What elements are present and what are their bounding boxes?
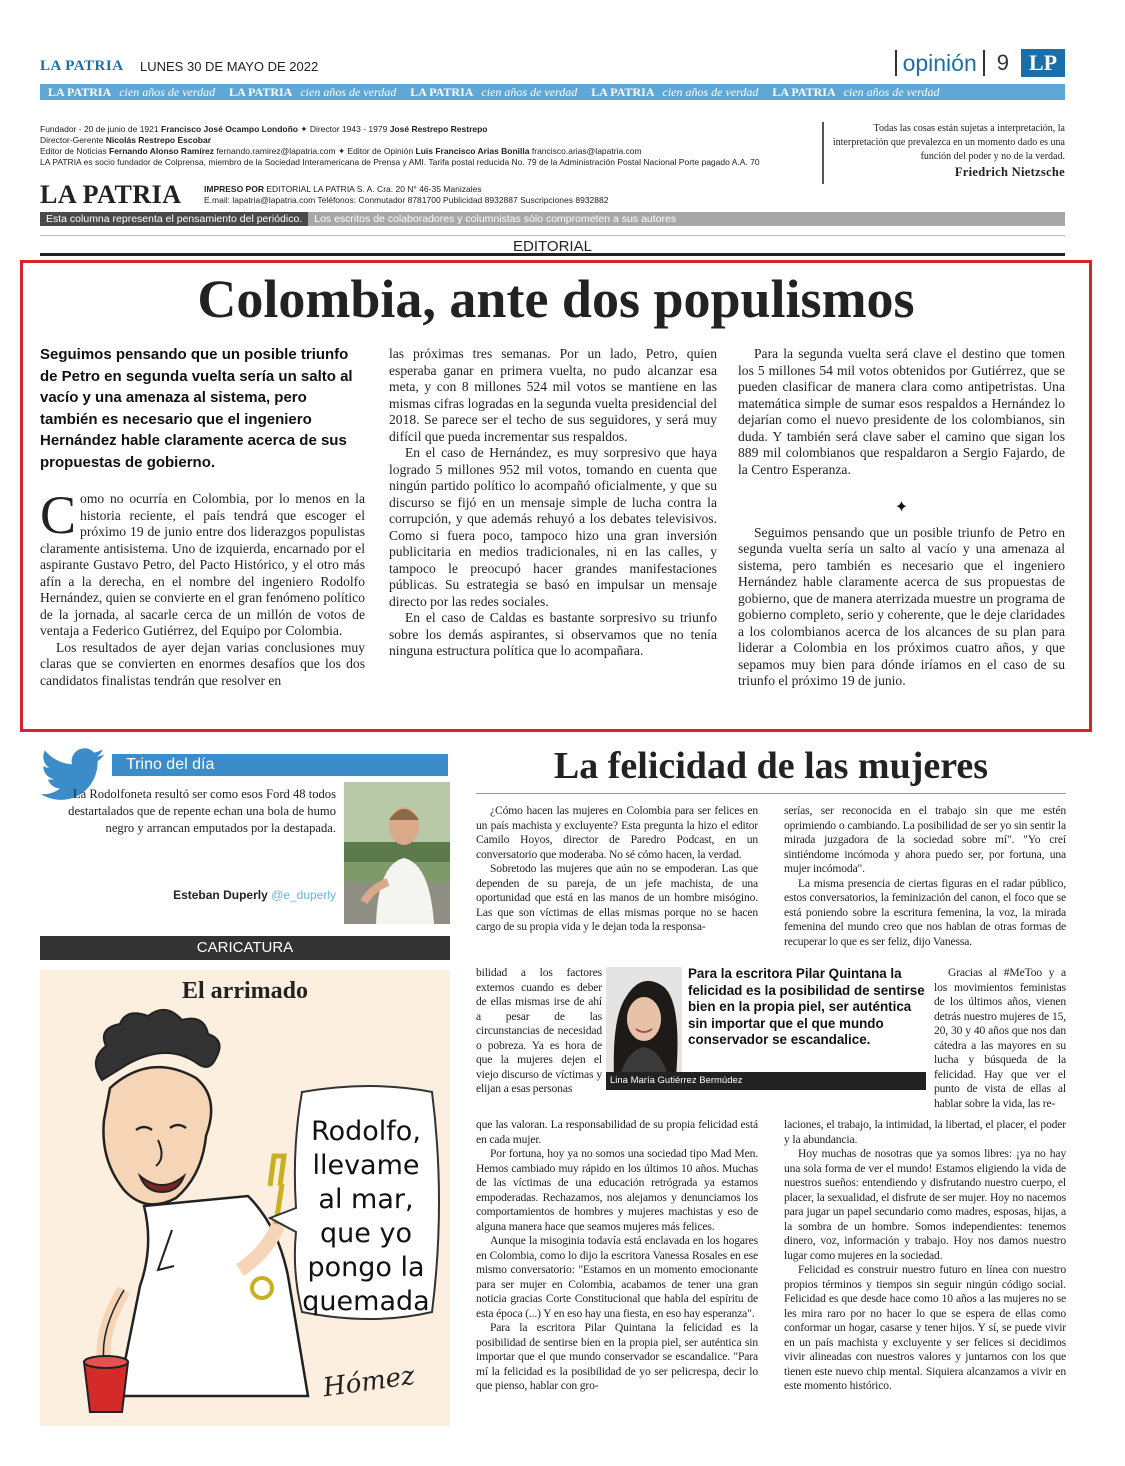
band-brand: LA PATRIA <box>410 85 474 99</box>
tweet-text: La Rodolfoneta resultó ser como esos Ford 48 todos destartalados que de repente echan una bola de humo negro y arrancan emputados por la destapada. <box>68 787 336 835</box>
article-paragraph: laciones, el trabajo, la intimidad, la libertad, el placer, el poder y la abundancia. <box>784 1118 1066 1146</box>
drop-cap: C <box>40 485 77 545</box>
publication-date: LUNES 30 DE MAYO DE 2022 <box>140 59 319 74</box>
band-slogan: cien años de verdad <box>119 85 216 99</box>
article-paragraph: ¿Cómo hacen las mujeres en Colombia para ser felices en un país machista y excluyente? Esta pregunta la hizo el editor Camilo Hoyos, director de Paredro Podcast, en un conversatorio que moderaba. No sé cómo hacen, la verdad. <box>476 804 758 861</box>
section-name: opinión <box>895 50 985 76</box>
band-slogan: cien años de verdad <box>300 85 397 99</box>
article-column-1-bottom <box>476 1118 758 1430</box>
tweet-label: Trino del día <box>112 754 448 776</box>
article-headline: La felicidad de las mujeres <box>553 745 989 787</box>
masthead-credits <box>40 124 800 168</box>
speech-line: quemada <box>302 1286 430 1317</box>
cartoon-section-label: CARICATURA <box>40 936 450 960</box>
disclaimer-bar <box>40 212 1065 226</box>
disclaimer-editorial: Esta columna representa el pensamiento del periódico. <box>40 212 308 226</box>
band-slogan: cien años de verdad <box>662 85 759 99</box>
article-column-2-bottom <box>784 1118 1066 1430</box>
article-paragraph: serías, ser reconocida en el trabajo sin que me estén oprimiendo o cambiando. La posibilidad de ser yo sin sentir la mirada juzgadora de la sociedad sobre mí". "Yo creí sintiéndome incómoda y ahora puedo ser, por fortuna, una mujer incómoda". <box>784 804 1066 875</box>
quote-text: Todas las cosas están sujetas a interpretación, la interpretación que prevalezca en un momento dado es una función del poder y no de la verdad. <box>832 123 1065 162</box>
page-number: 9 <box>996 50 1009 75</box>
article-column-1-wrap <box>476 966 602 1116</box>
article-paragraph: bilidad a los factores externos cuando es deber de ellas mismas irse de ahí a pesar de las circunstancias de necesidad o pobreza. Ya es hora de que la mujeres dejen el viejo discurso de víctimas y elijan a esas personas <box>476 966 602 1095</box>
article-paragraph: que las valoran. La responsabilidad de su propia felicidad está en cada mujer. <box>476 1118 758 1146</box>
credits-line-1: Fundador - 20 de junio de 1921 Francisco José Ocampo Londoño ✦ Director 1943 - 1979 José Restrepo Restrepo <box>40 124 488 134</box>
article-column-2-wrap <box>934 966 1066 1116</box>
credits-line-2: Director-Gerente Nicolás Restrepo Escobar <box>40 135 212 145</box>
editorial-paragraph: Seguimos pensando que un posible triunfo de Petro en segunda vuelta sería un salto al vacío y una amenaza al sistema, pero también es necesario que el ingeniero Hernández hable claramente acerca de sus propuestas de gobierno, que de manera aterrizada muestre un programa de gobierno completo, serio y coherente, que le deje claridades a los colombianos acerca de los alcances de su plan para liderar a Colombia en los próximos cuatro años, y que sepamos muy bien para dónde iríamos en el caso de su triunfo el próximo 19 de junio. <box>738 524 1065 688</box>
speech-line: llevame <box>312 1150 420 1181</box>
cartoon-panel <box>40 970 450 1426</box>
credits-line-3: Editor de Noticias Fernando Alonso Ramírez fernando.ramirez@lapatria.com ✦ Editor de Opinión Luis Francisco Arias Bonilla francisco.arias@lapatria.com <box>40 146 642 156</box>
tweet-author-photo <box>344 782 450 924</box>
star-separator-icon: ✦ <box>894 499 909 516</box>
quote-author: Friedrich Nietzsche <box>954 165 1065 179</box>
editorial-paragraph: Como no ocurría en Colombia, por lo menos en la historia reciente, el país tendrá que escoger el próximo 19 de junio entre dos liderazgos populistas claramente antisistema. Uno de izquierda, encarnado por el aspirante Gustavo Petro, del Pacto Histórico, y el otro más afín a la derecha, en el nombre del ingeniero Rodolfo Hernández, quien se convierte en el gran fenómeno político de la jornada, al sacarle cerca de un millón de votos de ventaja a Federico Gutiérrez, del Equipo por Colombia. <box>40 485 365 638</box>
band-slogan: cien años de verdad <box>481 85 578 99</box>
editorial-paragraph: las próximas tres semanas. Por un lado, Petro, quien esperaba ganar en primera vuelta, no pudo alcanzar esa meta, y con 8 millones 524 mil votos se mantiene en las mismas cifras logradas en la segunda vuelta presidencial del 2018. Se parece ser el techo de sus seguidores, y será muy difícil que pueda incrementar sus respaldos. <box>389 346 717 444</box>
pull-quote: Para la escritora Pilar Quintana la felicidad es la posibilidad de sentirse bien en la propia piel, ser auténtica sin importar que el que mundo conservador se escandalice. <box>688 966 925 1047</box>
editorial-headline: Colombia, ante dos populismos <box>197 269 915 329</box>
lp-logo: LP <box>1021 49 1065 77</box>
brand-name: LA PATRIA <box>40 58 124 74</box>
editorial-paragraph: Los resultados de ayer dejan varias conclusiones muy claras que se convierten en enormes desafíos que los dos candidatos finalistas tendrán que resolver en <box>40 639 365 688</box>
article-paragraph: Sobretodo las mujeres que aún no se empoderan. Las que dependen de su pareja, de un jefe machista, de una oportunidad que está en las manos de un hombre misógino. Las que son víctimas de ellas mismas porque no se hacen cargo de su propia vida y le dejan toda la responsa- <box>476 862 758 933</box>
article-paragraph: Hoy muchas de nosotras que ya somos libres: ¡ya no hay una sola forma de ver el mundo! Estamos eligiendo la vida de nuestros sueños: entendiendo y disfrutando nuestro cuerpo, el placer, la sexualidad, el disfrute de ser mujer. Hoy no nacemos para jugar un papel secundario como madres, esposas, hijas, a la sombra de un hombre. Somos independientes: tenemos dinero, voz, información y trabajo. Hoy nos damos nuestro lugar como mujeres en la sociedad. <box>784 1147 1066 1262</box>
article-paragraph: La misma presencia de ciertas figuras en el radar público, estos conversatorios, la feminización del canon, el foco que se está poniendo sobre la escritura femenina, la voz, la mirada femenina del mundo creo que nos hablan de otras formas de recuperar lo que es ser feliz, dijo Vanessa. <box>784 876 1066 948</box>
cartoonist-signature: Hómez <box>321 1360 417 1404</box>
editorial-section-label: EDITORIAL <box>40 238 1065 256</box>
headline-divider <box>476 793 1066 794</box>
editorial-column-2 <box>389 346 717 730</box>
cartoon-drawing <box>40 970 450 1426</box>
article-paragraph: Por fortuna, hoy ya no somos una sociedad tipo Mad Men. Hemos cambiado muy rápido en los últimos 10 años. Muchas de las víctimas de una educación retrógrada ya estamos empoderadas. Rechazamos, nos alejamos y denunciamos los comportamientos de hombres y mujeres machistas y eso de alguna manera hace que seamos mujeres más felices. <box>476 1147 758 1233</box>
author-photo <box>606 967 682 1077</box>
band-brand: LA PATRIA <box>48 85 112 99</box>
quote-of-day <box>822 122 1065 184</box>
newspaper-logo: LA PATRIA <box>40 180 182 209</box>
speech-line: Rodolfo, <box>311 1116 421 1147</box>
editorial-column-3 <box>738 346 1065 730</box>
band-brand: LA PATRIA <box>772 85 836 99</box>
section-indicator <box>895 48 1065 78</box>
band-brand: LA PATRIA <box>229 85 293 99</box>
article-paragraph: Gracias al #MeToo y a los movimientos feministas de los últimos años, vienen detrás nuestro mujeres de 15, 20, 30 y 40 años que nos dan cátedra a las mayores en su lucha y búsqueda de la felicidad. Hay que ver el punto de vista de ellas al hablar sobre la vida, las re- <box>934 966 1066 1110</box>
slogan-band <box>40 84 1065 100</box>
editorial-column-1 <box>40 344 365 730</box>
article-column-2-top <box>784 804 1066 964</box>
editorial-paragraph: En el caso de Hernández, es muy sorpresivo que haya logrado 5 millones 952 mil votos, tomando en cuenta que ningún partido político lo acompañó oficialmente, y que su discurso se fijó en un mensaje simple de lucha contra la corrupción, y que además rehuyó a los debates televisivos. Como si fuera poco, tampoco hizo una gran inversión publicitaria en medios tradicionales, ni en las calles, y tampoco le preocupó hacer grandes manifestaciones públicas. Su estrategia se basó en impulsar un mensaje directo por las redes sociales. <box>389 445 717 609</box>
credits-line-4: LA PATRIA es socio fundador de Colprensa, miembro de la Sociedad Interamericana de Prensa y AMI. Tarifa postal reducida No. 79 de la Administración Postal Nacional Porte pagado A.A. 70 <box>40 157 760 167</box>
speech-line: que yo <box>320 1218 412 1249</box>
band-brand: LA PATRIA <box>591 85 655 99</box>
cartoon-title: El arrimado <box>182 978 308 1004</box>
article-paragraph: Aunque la misoginia todavía está enclavada en los hogares en Colombia, como lo dijo la escritora Vanessa Rosales en ese mismo conversatorio: "Estamos en un momento emocionante para ser mujer en Colombia, acabamos de tener una gran noticia gracias Corte Constitucional que habla del espíritu de esta época (...) Y en eso hay una fiesta, en eso hay esperanza". <box>476 1234 758 1320</box>
imprint-info: IMPRESO POR EDITORIAL LA PATRIA S. A. Cra. 20 N° 46-35 Manizales E.mail: lapatria@lapatria.com Teléfonos: Conmutador 8781700 Publicidad 8932887 Suscripciones 8932882 <box>204 184 609 205</box>
tweet-author-name: Esteban Duperly <box>173 888 268 902</box>
tweet-author <box>40 888 336 902</box>
author-byline: Lina María Gutiérrez Bermúdez <box>606 1072 926 1090</box>
page-header <box>40 48 1065 82</box>
article-column-1-top <box>476 804 758 964</box>
speech-line: pongo la <box>307 1252 425 1283</box>
band-slogan: cien años de verdad <box>843 85 940 99</box>
article-paragraph: Felicidad es construir nuestro futuro en línea con nuestro propios términos y tiempos sin seguir ningún código social. Felicidad es que desde hace como 10 años a las mujeres no se les mira raro por no hacer lo que se espera de ellas como conformar un hogar, casarse y tener hijos. Y sí, se puede vivir en un país machista y excluyente y ser felices si decidimos vivir alineadas con nuestros valores y juntarnos con los que tienen este nuevo chip mental. Siquiera alcanzamos a vivir en este momento histórico. <box>784 1263 1066 1392</box>
article-paragraph: Para la escritora Pilar Quintana la felicidad es la posibilidad de sentirse bien en la propia piel, ser auténtica sin importar que el que mundo conservador se escandalice. "Para mí la felicidad es la posibilidad de yo ser pelicrespa, decir lo que pienso, hablar con gro- <box>476 1321 758 1392</box>
editorial-paragraph: Para la segunda vuelta será clave el destino que tomen los 5 millones 54 mil votos obtenidos por Gutiérrez, que se pueden clasificar de manera clara como antipetristas. Una matemática simple de sumar esos respaldos a Hernández lo dejarían como el nuevo presidente de los colombianos, sin duda. Y también será clave saber el camino que sigan los 889 mil colombianos que respaldaron a Sergio Fajardo, de la Centro Esperanza. <box>738 346 1065 477</box>
tweet-handle[interactable]: @e_duperly <box>271 888 336 902</box>
editorial-paragraph: En el caso de Caldas es bastante sorpresivo su triunfo sobre los demás aspirantes, si observamos que no tenía ninguna estructura política que lo acompañara. <box>389 610 717 658</box>
disclaimer-columnists: Los escritos de colaboradores y columnistas sólo comprometen a sus autores <box>308 212 1065 226</box>
editorial-lead: Seguimos pensando que un posible triunfo de Petro en segunda vuelta sería un salto al vacío y una amenaza al sistema, pero también es necesario que el ingeniero Hernández hable claramente acerca de sus propuestas de gobierno. <box>40 346 353 471</box>
speech-line: al mar, <box>318 1184 414 1215</box>
